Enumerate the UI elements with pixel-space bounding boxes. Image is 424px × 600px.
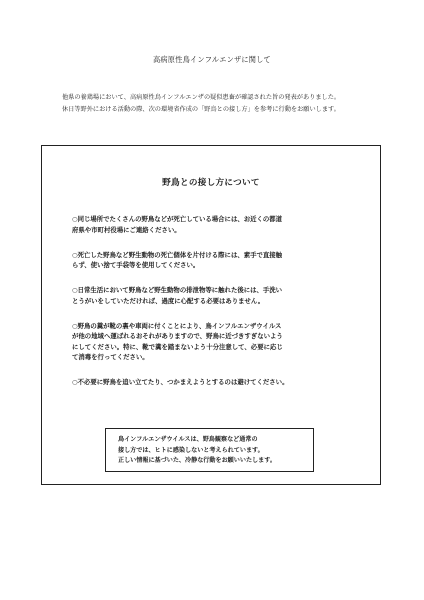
page-title: 高病原性鳥インフルエンザに関して	[153, 55, 271, 64]
note-line: 鳥インフルエンザウイルスは、野鳥観察など通常の	[118, 436, 258, 443]
guideline-line: ○同じ場所でたくさんの野鳥などが死亡している場合には、お近くの都道	[72, 215, 283, 223]
intro-line: 休日等野外における活動の際、次の環境省作成の「野鳥との接し方」を参考に行動をお願いします。	[62, 106, 340, 113]
guideline-line: らず、使い捨て手袋等を使用してください。	[72, 261, 200, 269]
guideline-line: ○日常生活において野鳥など野生動物の排泄物等に触れた後には、手洗い	[72, 286, 283, 294]
guideline-line: ○野鳥の糞が靴の裏や車両に付くことにより、鳥インフルエンザウイルス	[72, 321, 282, 330]
note-box	[105, 428, 314, 472]
guideline-item	[72, 285, 357, 306]
intro-paragraph	[62, 92, 382, 116]
guidelines-list	[72, 214, 357, 402]
note-line: 正しい情報に基づいた、冷静な行動をお願いいたします。	[118, 457, 276, 464]
guideline-line: ○死亡した野鳥など野生動物の死亡個体を片付ける際には、素手で直接触	[72, 250, 283, 259]
guideline-item	[72, 250, 357, 271]
guideline-line: が他の地域へ運ばれるおそれがありますので、野鳥に近づきすぎないよう	[72, 332, 283, 340]
guideline-line: とうがいをしていただければ、過度に心配する必要はありません。	[72, 296, 265, 305]
guideline-item	[72, 377, 357, 388]
guideline-item	[72, 321, 357, 363]
guideline-line: にしてください。特に、靴で糞を踏まないよう十分注意して、必要に応じ	[72, 342, 283, 351]
guidelines-box	[41, 145, 381, 485]
guideline-line: ○不必要に野鳥を追い立てたり、つかまえようとするのは避けてください。	[72, 378, 289, 386]
guideline-line: 府県や市町村役場にご連絡ください。	[72, 225, 181, 234]
note-line: 接し方では、ヒトに感染しないと考えられています。	[118, 446, 264, 454]
guidelines-title: 野鳥との接し方について	[162, 178, 260, 188]
guideline-line: て消毒を行ってください。	[72, 353, 149, 361]
intro-line: 他県の養鶏場において、高病原性鳥インフルエンザの疑似患畜が確認された旨の発表がありました。	[62, 94, 341, 101]
guideline-item	[72, 214, 357, 235]
